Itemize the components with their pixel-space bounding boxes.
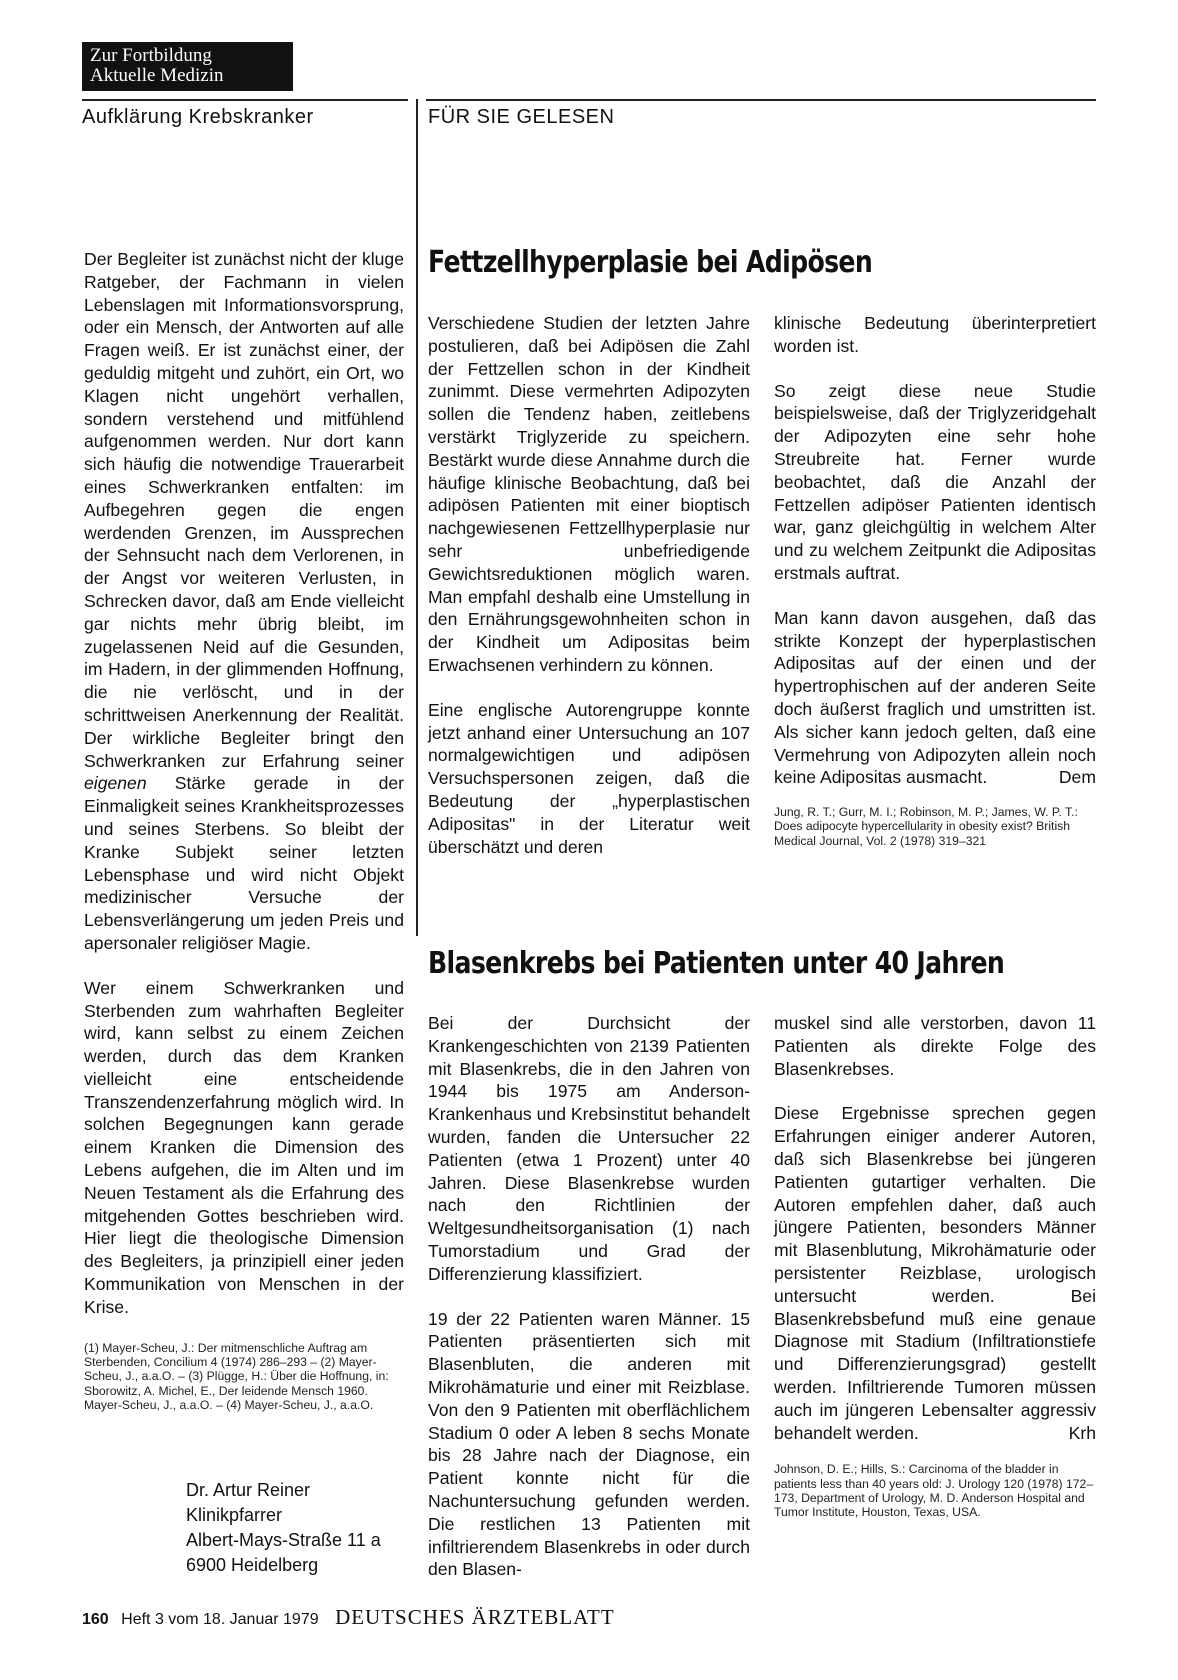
- top-rule-left: [82, 99, 408, 101]
- right-section-title: FÜR SIE GELESEN: [428, 106, 615, 128]
- article-1-reference: Jung, R. T.; Gurr, M. I.; Robinson, M. P.; James, W. P. T.: Does adipocyte hypercellularity in obesity exist? British Medical Journal, Vol. 2 (1978) 319–321: [774, 805, 1078, 848]
- article-1-col-1: [428, 312, 750, 858]
- article-2-initials: Krh: [1068, 1422, 1096, 1443]
- left-paragraph-2: Wer einem Schwerkranken und Sterbenden zum wahrhaften Begleiter wird, kann selbst zu einem Zeichen werden, durch das dem Kranken vielleicht eine entscheidende Transzendenzerfahrung möglich wird. In solchen Begegnungen kann gerade einem Kranken die Dimension des Lebens aufgehen, die im Alten und im Neuen Testament als die Erfahrung des mitgehenden Gottes beschrieben wird. Hier liegt die theologische Dimension des Begleiters, ja prinzipiell einer jeden Kommunikation von Menschen in der Krise.: [84, 977, 404, 1317]
- article-1-col-2: [774, 312, 1096, 848]
- article-1-paragraph: klinische Bedeutung überinterpretiert worden ist.: [774, 313, 1096, 356]
- article-2-col-1: [428, 1012, 750, 1581]
- journal-name: DEUTSCHES ÄRZTEBLATT: [335, 1605, 615, 1629]
- author-role: Klinikpfarrer: [186, 1505, 283, 1525]
- left-paragraph-1-end: Stärke gerade in der Einmaligkeit seines Krankheitsprozesses und seines Sterbens. So bleibt der Kranke Subjekt seiner letzten Lebensphase und wird nicht Objekt medizinischer Versuche der Lebensverlängerung um jeden Preis und apersonaler religiöser Magie.: [84, 773, 404, 953]
- column-divider: [416, 99, 418, 936]
- article-1-headline: Fettzellhyperplasie bei Adipösen: [428, 245, 873, 280]
- article-1-paragraph-text: Man kann davon ausgehen, daß das strikte Konzept der hyperplastischen Adipositas auf der einen und der hypertrophischen auf der anderen Seite doch äußerst fraglich und umstritten ist. Als sicher kann jedoch gelten, daß eine Vermehrung von Adipozyten allein noch keine Adipositas ausmacht.: [774, 607, 1096, 788]
- article-2-paragraph: 19 der 22 Patienten waren Männer. 15 Patienten präsentierten sich mit Blasenbluten, die anderen mit Mikrohämaturie und einer mit Reizblase. Von den 9 Patienten mit oberflächlichem Stadium 0 oder A leben 8 sechs Monate bis 28 Jahre nach der Diagnose, ein Patient konnte nicht für die Nachuntersuchung gefunden werden. Die restlichen 13 Patienten mit infiltrierendem Blasenkrebs in oder durch den Blasen-: [428, 1308, 750, 1580]
- article-2-reference: Johnson, D. E.; Hills, S.: Carcinoma of the bladder in patients less than 40 years old: J. Urology 120 (1978) 172–173, Department of Urology, M. D. Anderson Hospital and Tumor Institute, Houston, Texas, USA.: [774, 1462, 1094, 1520]
- left-references: (1) Mayer-Scheu, J.: Der mitmenschliche Auftrag am Sterbenden, Concilium 4 (1974) 286–293 – (2) Mayer-Scheu, J., a.a.O. – (3) Plügge, H.: Über die Hoffnung, in: Sborowitz, A. Michel, E., Der leidende Mensch 1960. Mayer-Scheu, J., a.a.O. – (4) Mayer-Scheu, J., a.a.O.: [84, 1340, 389, 1412]
- issue-info: Heft 3 vom 18. Januar 1979: [121, 1611, 319, 1628]
- article-1-paragraph: Verschiedene Studien der letzten Jahre postulieren, daß bei Adipösen die Zahl der Fettzellen schon in der Kindheit zunimmt. Diese vermehrten Adipozyten sollen die Tendenz haben, zeitlebens verstärkt Triglyzeride zu speichern. Bestärkt wurde diese Annahme durch die häufige klinische Beobachtung, daß bei adipösen Patienten mit einer bioptisch nachgewiesenen Fettzellhyperplasie nur sehr unbefriedigende Gewichtsreduktionen möglich waren. Man empfahl deshalb eine Umstellung in den Ernährungsgewohnheiten schon in der Kindheit um Adipositas beim Erwachsenen verhindern zu können.: [428, 313, 750, 675]
- article-1-paragraph: So zeigt diese neue Studie beispielsweise, daß der Triglyzeridgehalt der Adipozyten eine sehr hohe Streubreite hat. Ferner wurde beobachtet, daß die Anzahl der Fettzellen adipöser Patienten identisch war, ganz gleichgültig in welchem Alter und zu welchem Zeitpunkt die Adipositas erstmals auftrat.: [774, 380, 1096, 583]
- article-1-paragraph: [774, 607, 1096, 789]
- badge-line-1: Zur Fortbildung: [90, 45, 212, 66]
- article-2-col-2: [774, 1012, 1096, 1520]
- section-badge: [82, 42, 293, 91]
- page-number: 160: [82, 1611, 109, 1628]
- author-street: Albert-Mays-Straße 11 a: [186, 1530, 381, 1550]
- article-2-headline: Blasenkrebs bei Patienten unter 40 Jahren: [428, 946, 1005, 981]
- top-rule-right: [426, 99, 1096, 101]
- left-paragraph-1-text: Der Begleiter ist zunächst nicht der kluge Ratgeber, der Fachmann in vielen Lebenslagen mit Informationsvorsprung, oder ein Mensch, der Antworten auf alle Fragen weiß. Er ist zunächst einer, der geduldig mitgeht und zuhört, ein Ort, wo Klagen nicht ungehört verhallen, sondern verstehend und mitfühlend aufgenommen werden. Nur dort kann sich häufig die notwendige Trauerarbeit eines Schwerkranken entfalten: im Aufbegehren gegen die engen werdenden Grenzen, im Aussprechen der Sehnsucht nach dem Verlorenen, in der Angst vor weiteren Verlusten, in Schrecken davor, daß am Ende vielleicht gar nichts mehr übrig bleibt, im zugelassenen Neid auf die Gesunden, im Hadern, in der glimmenden Hoffnung, die nie verlöscht, und in der schrittweisen Anerkennung der Realität. Der wirkliche Begleiter bringt den Schwerkranken zur Erfahrung seiner: [84, 249, 404, 771]
- author-name: Dr. Artur Reiner: [186, 1480, 311, 1500]
- badge-line-2: Aktuelle Medizin: [90, 65, 224, 86]
- article-2-paragraph: Bei der Durchsicht der Krankengeschichten von 2139 Patienten mit Blasenkrebs, die in den Jahren von 1944 bis 1975 am Anderson-Krankenhaus und Krebsinstitut behandelt wurden, fanden die Untersucher 22 Patienten (etwa 1 Prozent) unter 40 Jahren. Diese Blasenkrebse wurden nach den Richtlinien der Weltgesundheitsorganisation (1) nach Tumorstadium und Grad der Differenzierung klassifiziert.: [428, 1013, 750, 1284]
- article-1-paragraph: Eine englische Autorengruppe konnte jetzt anhand einer Untersuchung an 107 normalgewichtigen und adipösen Versuchspersonen zeigen, daß die Bedeutung der „hyperplastischen Adipositas" in der Literatur weit überschätzt und deren: [428, 699, 750, 857]
- left-paragraph-1: [84, 248, 404, 955]
- left-article: [84, 248, 404, 1412]
- article-2-paragraph: [774, 1102, 1096, 1444]
- author-signature: [186, 1478, 406, 1578]
- article-1-initials: Dem: [1058, 767, 1096, 788]
- page-footer: [82, 1605, 615, 1630]
- left-section-title: Aufklärung Krebskranker: [82, 106, 314, 128]
- article-2-paragraph-text: Diese Ergebnisse sprechen gegen Erfahrungen einiger anderer Autoren, daß sich Blasenkrebse bei jüngeren Patienten gutartiger verhalten. Die Autoren empfehlen daher, daß auch jüngere Patienten, besonders Männer mit Blasenblutung, Mikrohämaturie oder persistenter Reizblase, urologisch untersucht werden. Bei Blasenkrebsbefund muß eine genaue Diagnose mit Stadium (Infiltrationstiefe und Differenzierungsgrad) gestellt werden. Infiltrierende Tumoren müssen auch im jüngeren Lebensalter aggressiv behandelt werden.: [774, 1103, 1096, 1443]
- article-2-paragraph: muskel sind alle verstorben, davon 11 Patienten als direkte Folge des Blasenkrebses.: [774, 1013, 1096, 1079]
- emphasis-text: eigenen: [84, 773, 147, 794]
- author-city: 6900 Heidelberg: [186, 1555, 319, 1575]
